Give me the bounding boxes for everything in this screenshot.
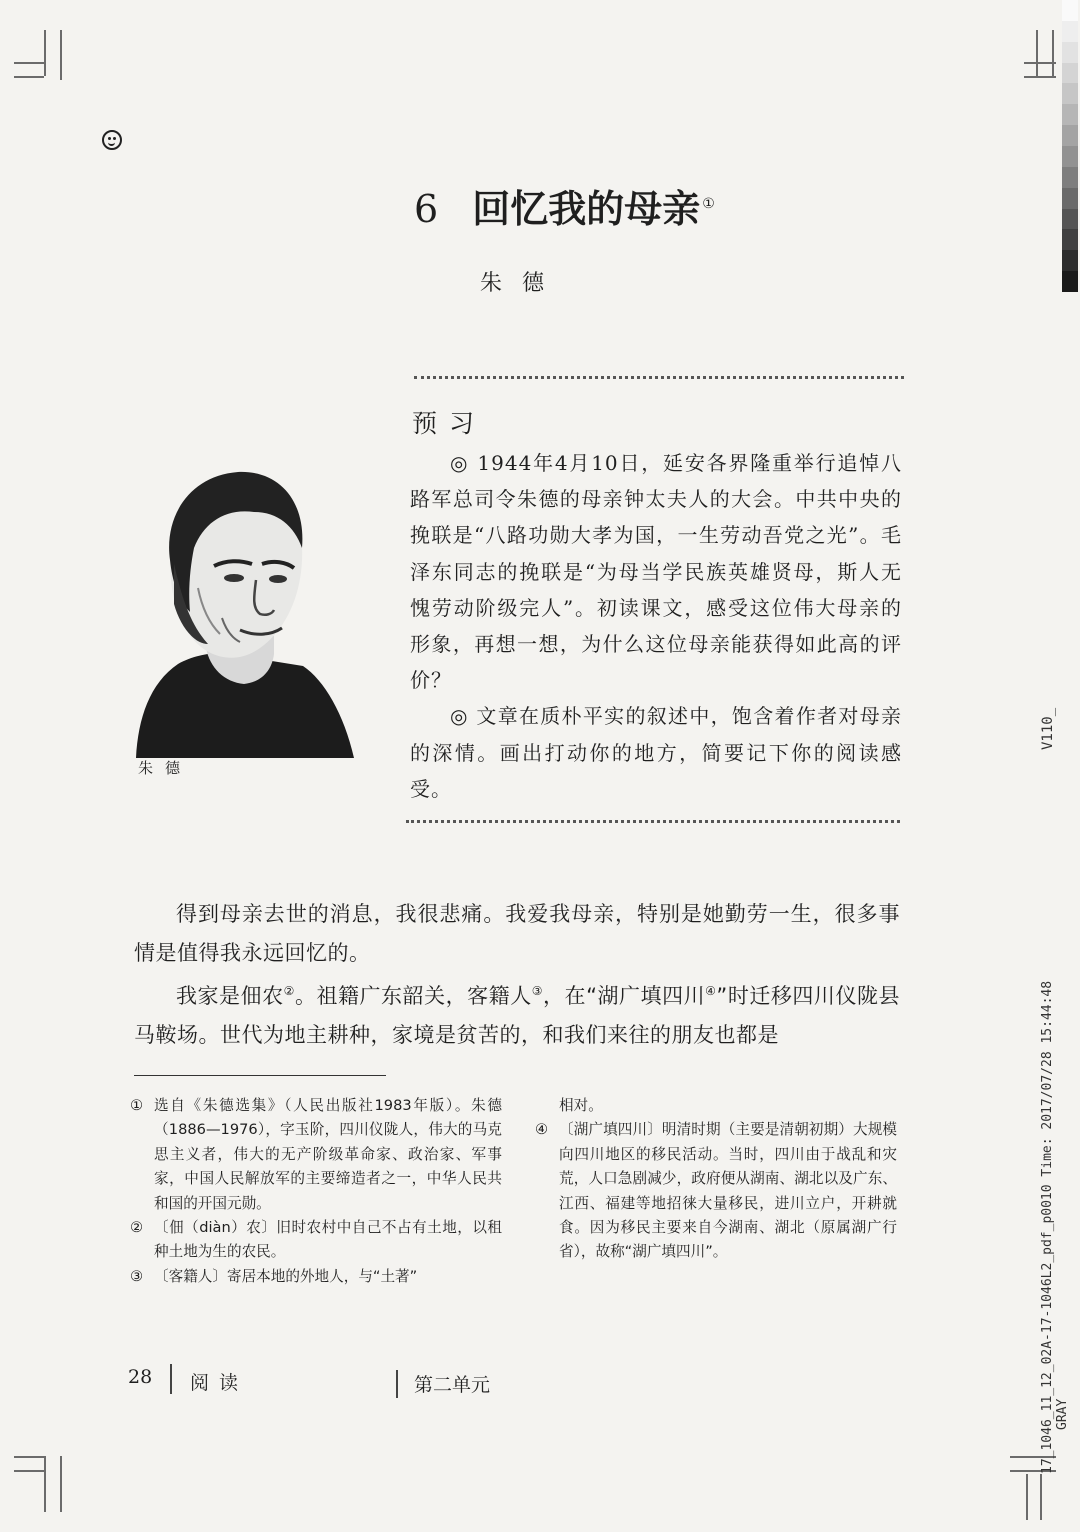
footnote-text: 〔湖广填四川〕明清时期（主要是清朝初期）大规模向四川地区的移民活动。当时，四川由于战乱和灾荒，人口急剧减少，政府便从湖南、湖北以及广东、江西、福建等地招徕大量移民，进川立户，开耕就食。因为移民主要来自今湖南、湖北（原属湖广行省），故称“湖广填四川”。 — [559, 1121, 897, 1261]
margin-code: V110_ — [1040, 707, 1056, 750]
footnote-number: ③ — [130, 1267, 144, 1285]
lesson-number: 6 — [414, 187, 439, 231]
body-paragraph: 得到母亲去世的消息，我很悲痛。我爱我母亲，特别是她勤劳一生，很多事情是值得我永远回忆的。 — [134, 902, 900, 965]
preview-bottom-divider — [406, 820, 900, 823]
page-number: 28 — [128, 1366, 153, 1388]
footnotes-right-column — [535, 1094, 897, 1265]
margin-code: GRAY — [1055, 1398, 1070, 1430]
footnote-item — [130, 1094, 502, 1216]
preview-paragraph: ◎ 文章在质朴平实的叙述中，饱含着作者对母亲的深情。画出打动你的地方，简要记下你的阅读感受。 — [410, 704, 902, 801]
preview-heading: 预习 — [412, 409, 487, 438]
author-name: 朱德 — [480, 271, 565, 296]
crop-mark — [1052, 30, 1054, 78]
portrait-illustration — [128, 468, 358, 758]
crop-mark — [44, 30, 46, 76]
footnote-rule — [134, 1075, 386, 1076]
crop-mark — [1036, 30, 1038, 78]
lesson-title-text: 回忆我的母亲 — [472, 187, 701, 231]
footnote-number: ① — [130, 1097, 144, 1114]
crop-mark — [44, 1456, 46, 1512]
footnote-number: ② — [130, 1219, 144, 1237]
portrait-caption: 朱德 — [138, 759, 193, 777]
footnote-number: ④ — [535, 1121, 549, 1139]
crop-mark — [14, 62, 44, 64]
footnote-ref[interactable]: ③ — [531, 984, 544, 998]
footnotes-left-column — [130, 1094, 502, 1289]
preview-top-divider — [414, 376, 904, 379]
body-text — [134, 895, 900, 1054]
footnote-item — [130, 1216, 502, 1265]
footnote-text: 〔客籍人〕寄居本地的外地人，与“土著” — [154, 1267, 418, 1285]
body-paragraph: 我家是佃农②。祖籍广东韶关，客籍人③，在“湖广填四川④”时迁移四川仪陇县马鞍场。世代为地主耕种，家境是贫苦的，和我们来往的朋友也都是 — [134, 984, 901, 1047]
margin-code: 17_1046_11_12_02A-17-1046L2_pdf_p0010 Time: 2017/07/28 15:44:48 — [1040, 980, 1055, 1474]
footnote-item — [130, 1265, 502, 1289]
footnote-text: 选自《朱德选集》（人民出版社1983年版）。朱德（1886—1976），字玉阶，四川仪陇人，伟大的马克思主义者，伟大的无产阶级革命家、政治家、军事家，中国人民解放军的主要缔造者之一，中华人民共和国的开国元勋。 — [154, 1097, 502, 1212]
gray-calibration-strip — [1062, 0, 1078, 292]
footnote-text: 〔佃（diàn）农〕旧时农村中自己不占有土地，以租种土地为生的农民。 — [154, 1219, 502, 1261]
title-note-ref[interactable]: ① — [702, 196, 715, 213]
crop-mark — [1026, 1474, 1028, 1520]
crop-mark — [60, 1456, 62, 1512]
footnote-item — [535, 1118, 897, 1264]
footer-section: 阅读 — [190, 1372, 249, 1394]
footer-separator — [396, 1370, 398, 1398]
preview-text — [410, 445, 902, 807]
preview-paragraph: ◎ 1944年4月10日，延安各界隆重举行追悼八路军总司令朱德的母亲钟太夫人的大会。中共中央的挽联是“八路功勋大孝为国，一生劳动吾党之光”。毛泽东同志的挽联是“为母当学民族英雄贤母，斯人无愧劳动阶级完人”。初读课文，感受这位伟大母亲的形象，再想一想，为什么这位母亲能获得如此高的评价？ — [410, 451, 902, 693]
smile-icon — [102, 130, 122, 150]
crop-mark — [1040, 1474, 1042, 1520]
lesson-title — [414, 178, 715, 233]
footer-unit: 第二单元 — [414, 1374, 491, 1396]
footer-separator — [170, 1364, 172, 1394]
crop-mark — [14, 1470, 44, 1472]
crop-mark — [14, 1456, 44, 1458]
footnote-ref[interactable]: ② — [283, 984, 295, 998]
footnote-continuation: 相对。 — [559, 1097, 603, 1114]
crop-mark — [14, 76, 44, 78]
footnote-ref[interactable]: ④ — [705, 984, 717, 998]
crop-mark — [60, 30, 62, 80]
